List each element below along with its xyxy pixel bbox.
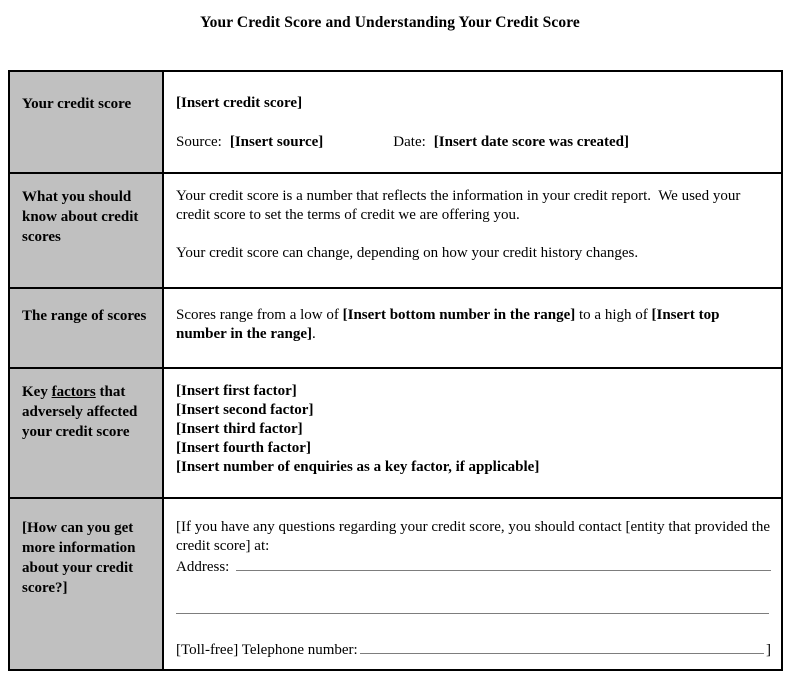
source-label: Source:	[176, 134, 222, 150]
date-label: Date:	[393, 134, 426, 150]
range-sentence	[176, 306, 771, 344]
row-header-label: Your credit score	[22, 96, 132, 112]
row-header-label: The range of scores	[22, 308, 147, 324]
range-text-prefix: Scores range from a low of	[176, 307, 343, 323]
row-content-cell	[164, 72, 781, 172]
row-header-cell	[10, 174, 164, 287]
date-placeholder: [Insert date score was created]	[433, 134, 629, 150]
row-header-cell	[10, 289, 164, 367]
row-content-cell	[164, 174, 781, 287]
range-text-period: .	[311, 326, 316, 342]
row-header-label	[22, 384, 137, 440]
row-header-cell	[10, 499, 164, 669]
key-factors-text-2: that adversely affected your credit score	[22, 384, 138, 440]
credit-score-table	[8, 70, 783, 671]
table-row-your-credit-score	[10, 72, 781, 172]
address-label: Address:	[176, 559, 230, 575]
key-factors-underlined-word: factors	[51, 384, 96, 400]
factor-placeholder-enquiries: [Insert number of enquiries as a key factor, if applicable]	[176, 459, 540, 475]
factor-placeholder-2: [Insert second factor]	[176, 402, 314, 418]
address-blank-line	[236, 556, 771, 571]
table-row-range-of-scores	[10, 287, 781, 367]
source-placeholder: [Insert source]	[229, 134, 324, 150]
range-top-placeholder: [Insert top number in the range]	[176, 307, 724, 342]
table-row-more-information	[10, 497, 781, 669]
source-date-line	[176, 133, 771, 152]
address-blank-line-2	[176, 613, 769, 614]
row-content-cell	[164, 499, 781, 669]
row-content-cell	[164, 289, 781, 367]
row-header-cell	[10, 72, 164, 172]
factor-placeholder-4: [Insert fourth factor]	[176, 440, 311, 456]
row-header-label: What you should know about credit scores	[22, 189, 139, 245]
know-paragraph-1: Your credit score is a number that reflects the information in your credit report. We used your credit score to set the terms of credit we are offering you.	[176, 188, 745, 223]
table-row-what-you-should-know	[10, 172, 781, 287]
key-factors-text-1: Key	[22, 384, 52, 400]
factor-placeholder-3: [Insert third factor]	[176, 421, 303, 437]
telephone-blank-line	[360, 639, 764, 654]
telephone-line	[176, 639, 771, 660]
telephone-closing-bracket: ]	[766, 642, 771, 658]
row-header-label: [How can you get more information about your credit score?]	[22, 520, 136, 596]
telephone-label: [Toll-free] Telephone number:	[176, 642, 358, 658]
range-bottom-placeholder: [Insert bottom number in the range]	[342, 307, 576, 323]
range-text-middle: to a high of	[575, 307, 652, 323]
row-header-cell	[10, 369, 164, 497]
document-title: Your Credit Score and Understanding Your Credit Score	[200, 14, 580, 31]
know-paragraph-2: Your credit score can change, depending on how your credit history changes.	[176, 245, 639, 261]
contact-intro: [If you have any questions regarding your credit score, you should contact [entity that provided the credit score] at:	[176, 519, 774, 554]
address-line	[176, 556, 771, 577]
row-content-cell	[164, 369, 781, 497]
table-row-key-factors	[10, 367, 781, 497]
factor-placeholder-1: [Insert first factor]	[176, 383, 297, 399]
credit-score-placeholder: [Insert credit score]	[176, 95, 303, 111]
